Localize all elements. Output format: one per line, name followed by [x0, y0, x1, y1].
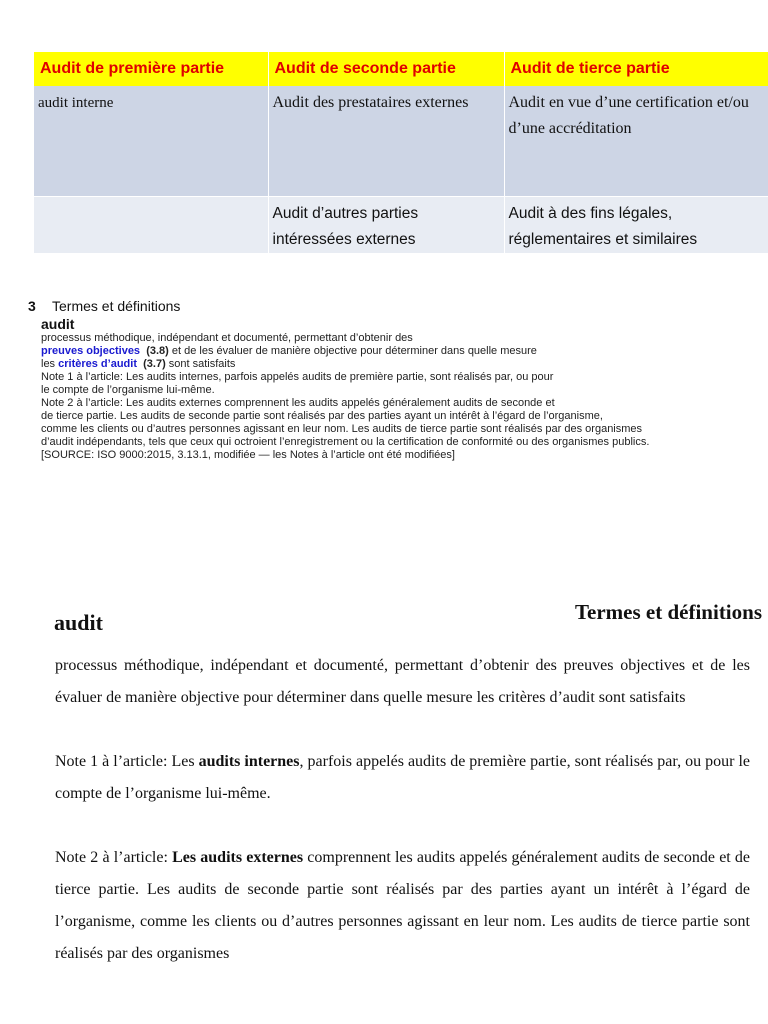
note1-line: le compte de l’organisme lui-même.	[41, 384, 215, 396]
definition-line-rest: et de les évaluer de manière objective pour déterminer dans quelle mesure	[168, 345, 537, 357]
table-cell: Audit des prestataires externes	[268, 86, 504, 197]
definition-text	[41, 332, 768, 462]
note1-prefix: Note 1 à l’article: Les	[55, 753, 199, 770]
term-heading: audit	[54, 610, 103, 635]
table-row	[34, 86, 768, 197]
definition-line	[41, 358, 768, 371]
note2-bold-term: Les audits externes	[172, 849, 304, 866]
table-cell	[34, 197, 268, 254]
note2-line: comme les clients ou d’autres personnes agissant en leur nom. Les audits de tierce partie sont réalisés par des organismes	[41, 423, 643, 435]
table-cell: Audit d’autres parties intéressées externes	[268, 197, 504, 254]
header-first-party: Audit de première partie	[34, 52, 268, 86]
table-cell: audit interne	[34, 86, 268, 197]
definition-line: processus méthodique, indépendant et documenté, permettant d’obtenir des	[41, 332, 413, 344]
note2-line: de tierce partie. Les audits de seconde partie sont réalisés par des parties ayant un intérêt à l’égard de l’organisme,	[41, 410, 603, 422]
note2-line: Note 2 à l’article: Les audits externes comprennent les audits appelés généralement audits de seconde et	[41, 397, 555, 409]
reference-link-criteres-audit[interactable]: critères d’audit	[58, 358, 137, 370]
source-citation: [SOURCE: ISO 9000:2015, 3.13.1, modifiée — les Notes à l’article ont été modifiées]	[41, 449, 455, 461]
audit-types-table	[34, 52, 768, 254]
note2-paragraph	[55, 842, 750, 970]
note1-paragraph	[55, 746, 750, 810]
reference-link-preuves-objectives[interactable]: preuves objectives	[41, 345, 141, 357]
header-second-party: Audit de seconde partie	[268, 52, 504, 86]
table-header-row	[34, 52, 768, 86]
iso-excerpt	[28, 298, 768, 462]
note2-prefix: Note 2 à l’article:	[55, 849, 173, 866]
table-cell: Audit en vue d’une certification et/ou d’une accréditation	[504, 86, 768, 197]
reference-number: (3.7)	[143, 358, 166, 370]
note2-text: comprennent les audits appelés généralement audits de seconde et de tierce partie. Les audits de seconde partie sont réalisés par des parties ayant un intérêt à l’égard de l’organisme, comme les clients ou d’autres personnes agissant en leur nom. Les audits de tierce partie sont réalisés par des organismes	[55, 849, 751, 962]
term-audit: audit	[41, 316, 75, 332]
definition-paragraph: processus méthodique, indépendant et documenté, permettant d’obtenir des preuves objectives et de les évaluer de manière objective pour déterminer dans quelle mesure les critères d’audit sont satisfaits	[55, 657, 750, 706]
table-row	[34, 197, 768, 254]
note1-text: , parfois appelés audits de première partie, sont réalisés par, ou pour le compte de l’organisme lui-même.	[55, 753, 750, 802]
section-number: 3	[28, 298, 36, 314]
reference-number: (3.8)	[146, 345, 169, 357]
definition-section	[55, 650, 750, 970]
definition-line-rest: sont satisfaits	[165, 358, 236, 370]
table-cell: Audit à des fins légales, réglementaires et similaires	[504, 197, 768, 254]
section-title: Termes et définitions	[52, 298, 181, 314]
note2-line: d’audit indépendants, tels que ceux qui octroient l’enregistrement ou la certification de conformité ou des organismes publics.	[41, 436, 650, 448]
header-third-party: Audit de tierce partie	[504, 52, 768, 86]
definition-line	[41, 345, 768, 358]
definition-line-prefix: les	[41, 358, 59, 370]
note1-line: Note 1 à l’article: Les audits internes, parfois appelés audits de première partie, sont réalisés par, ou pour	[41, 371, 554, 383]
section-heading	[28, 298, 768, 314]
page-title: Termes et définitions	[574, 600, 762, 624]
note1-bold-term: audits internes	[198, 753, 300, 770]
